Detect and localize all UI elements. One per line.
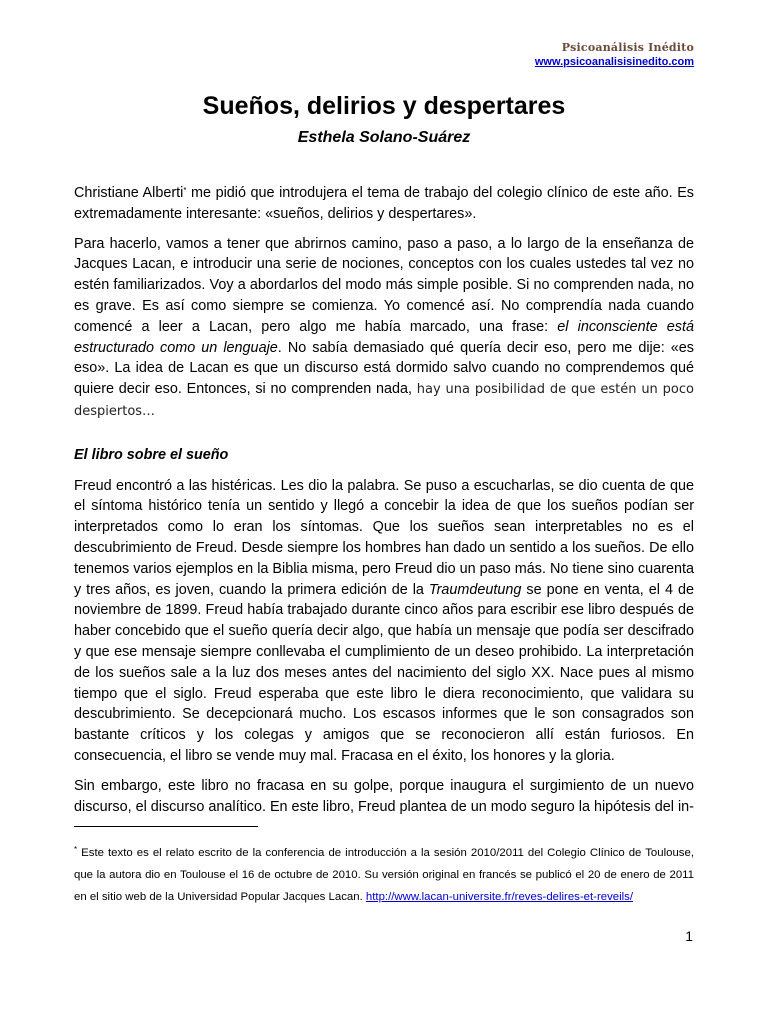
- footnote-reference-mark: *: [183, 186, 187, 195]
- paragraph-2-text-a: Para hacerlo, vamos a tener que abrirnos camino, paso a paso, a lo largo de la enseñanza de Jacques Lacan, e introducir una serie de nociones, conceptos con los cuales ustedes tal vez no estén familiarizados. Voy a abordarlos del modo más simple posible. Si no comprenden nada, no es grave. Es así como siempre se comienza. Yo comencé así. No comprendía nada cuando comencé a leer a Lacan, pero algo me había marcado, una frase:: [74, 235, 694, 335]
- footnote-mark: *: [74, 845, 78, 854]
- footnote-text: Este texto es el relato escrito de la conferencia de introducción a la sesión 2010/2011 del Colegio Clínico de Toulouse, que la autora dio en Toulouse el 16 de octubre de 2010. Su versión original en francés se publicó el 20 de enero de 2011 en el sitio web de la Universidad Popular Jacques Lacan.: [74, 847, 694, 903]
- footnote: [74, 842, 694, 908]
- page-number: 1: [685, 928, 693, 944]
- paragraph-2-text-b: . No sabía demasiado qué quería decir eso, pero me dije: «es eso». La idea de Lacan es que un discurso está dormido salvo cuando no comprendemos qué quiere decir eso. Entonces, si no comprenden nada,: [74, 339, 694, 398]
- paragraph-3-text-a: Freud encontró a las histéricas. Les dio la palabra. Se puso a escucharlas, se dio cuenta de que el síntoma histórico tenía un sentido y llegó a concebir la idea de que los sueños podían ser interpretados como lo eran los síntomas. Que los sueños sean interpretables no es el descubrimiento de Freud. Desde siempre los hombres han dado un sentido a los sueños. De ello tenemos varios ejemplos en la Biblia misma, pero Freud dio un paso más. No tiene sino cuarenta y tres años, es joven, cuando la primera edición de la: [74, 477, 694, 598]
- paragraph-3-italic: Traumdeutung: [428, 581, 522, 598]
- paragraph-2: [74, 234, 694, 423]
- paragraph-3-text-b: se pone en venta, el 4 de noviembre de 1899. Freud había trabajado durante cinco años para escribir ese libro después de haber concebido que el sueño quería decir algo, que había un mensaje que podía ser descifrado y que ese mensaje siempre conllevaba el cumplimiento de un deseo prohibido. La interpretación de los sueños sale a la luz dos meses antes del nacimiento del siglo XX. Nace pues al mismo tiempo que el siglo. Freud esperaba que este libro le diera reconocimiento, que validara su descubrimiento. Se decepcionará mucho. Los escasos informes que le son consagrados son bastante críticos y los colegas y amigos que se reconocieron allí están furiosos. En consecuencia, el libro se vende muy mal. Fracasa en el éxito, los honores y la gloria.: [74, 581, 694, 764]
- document-body: [74, 183, 694, 826]
- footnote-divider: [74, 826, 258, 827]
- section-heading: El libro sobre el sueño: [74, 446, 229, 463]
- site-url-link[interactable]: www.psicoanalisisinedito.com: [534, 56, 694, 68]
- paragraph-3: [74, 476, 694, 767]
- paragraph-1-text-b: me pidió que introdujera el tema de trabajo del colegio clínico de este año. Es extremadamente interesante: «sueños, delirios y despertares».: [74, 185, 695, 222]
- paragraph-4: Sin embargo, este libro no fracasa en su golpe, porque inaugura el surgimiento de un nuevo discurso, el discurso analítico. En este libro, Freud plantea de un modo seguro la hipótesis del in-: [74, 777, 694, 815]
- document-title: Sueños, delirios y despertares: [202, 92, 566, 120]
- paragraph-1-text-a: Christiane Alberti: [74, 185, 184, 201]
- paragraph-2-italic: el inconsciente está estructurado como un lenguaje: [74, 318, 694, 356]
- document-author: Esthela Solano-Suárez: [297, 129, 471, 146]
- paragraph-2-text-c: hay una posibilidad de que estén un poco despiertos…: [74, 382, 694, 419]
- paragraph-1: [74, 183, 694, 225]
- document-header: [535, 40, 694, 70]
- site-name: Psicoanálisis Inédito: [561, 41, 694, 54]
- footnote-link[interactable]: http://www.lacan-universite.fr/reves-delires-et-reveils/: [365, 891, 634, 903]
